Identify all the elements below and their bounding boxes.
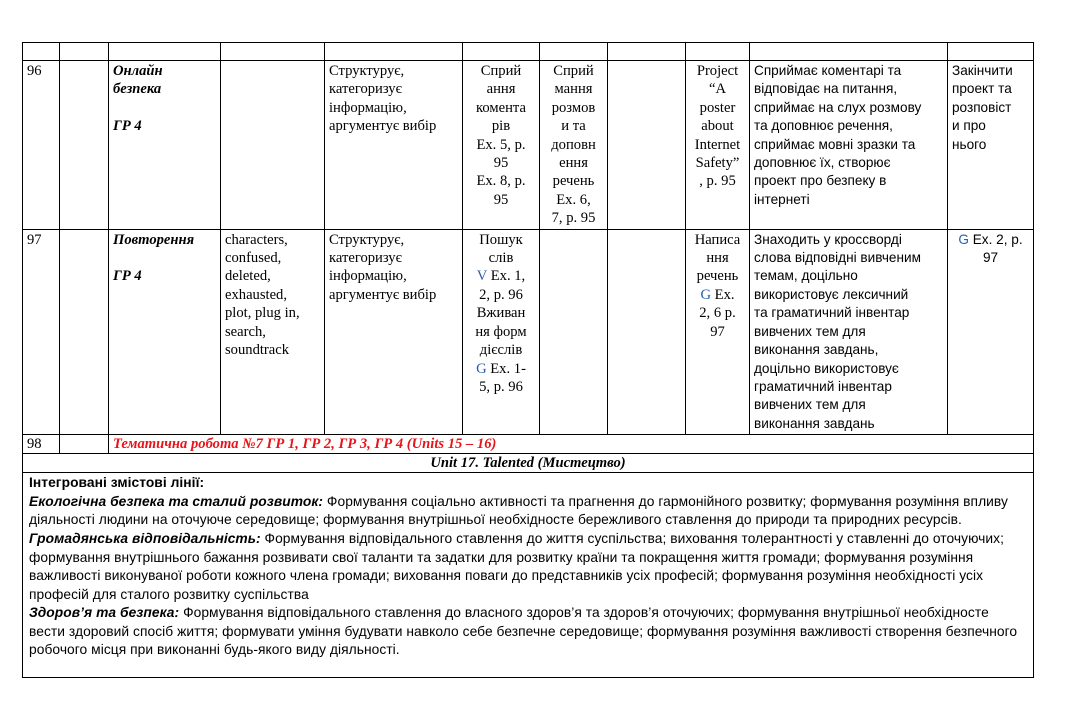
- integrated-line: Здоров’я та безпека: Формування відповідального ставлення до власного здоров’я та здоров’я оточуючих; формування внутрішньої необхідносте вести здоровий спосіб життя; формувати уміння будувати навколо себе безпечне середовище; формування розуміння важливості створення безпечного робочого місця при виконанні будь-якого виду діяльності.: [29, 605, 1018, 658]
- outcomes-cell: Сприймає коментарі та відповідає на питання, сприймає на слух розмову та доповнює речення, сприймає мовні зразки та доповнює їх, створює проект про безпеку в інтернеті: [750, 61, 948, 230]
- listening-cell: Пошук слів V Ex. 1, 2, p. 96 Вживан ня форм дієслів G Ex. 1- 5, p. 96: [463, 229, 540, 434]
- vocabulary-cell: [221, 61, 325, 230]
- thematic-test-title: Тематична робота №7 ГР 1, ГР 2, ГР 3, ГР 4 (Units 15 – 16): [109, 435, 1034, 454]
- grammar-marker: G: [476, 360, 487, 377]
- vocabulary-cell: characters, confused, deleted, exhausted, plot, plug in, search, soundtrack: [221, 229, 325, 434]
- lesson-number: 97: [23, 229, 60, 434]
- homework-cell: Закінчити проект та розповіст и про нього: [948, 61, 1034, 230]
- reading-cell: Структурує, категоризує інформацію, аргументує вибір: [325, 61, 463, 230]
- lesson-plan-table: [22, 42, 1034, 678]
- writing-cell: Написа ння речень G Ex. 2, 6 p. 97: [686, 229, 750, 434]
- vocabulary-marker: V: [476, 268, 488, 285]
- integrated-lines: [23, 473, 1034, 678]
- integrated-lines-row: [23, 473, 1034, 678]
- lesson-topic: Повторення ГР 4: [109, 229, 221, 434]
- lesson-number: 96: [23, 61, 60, 230]
- table-row: [23, 435, 1034, 454]
- header-row: [23, 43, 1034, 61]
- grammar-marker: G: [958, 231, 969, 247]
- lesson-number: 98: [23, 435, 60, 454]
- integrated-line: Екологічна безпека та сталий розвиток: Формування соціально активності та прагнення до гармонійного розвитку; формування розуміння впливу діяльності людини на оточуюче середовище; формування внутрішньої необхідносте бережливого ставлення до природи та природних ресурсів.: [29, 493, 1008, 528]
- table-row: [23, 61, 1034, 230]
- unit-row: [23, 454, 1034, 473]
- lesson-topic: Онлайн безпека ГР 4: [109, 61, 221, 230]
- listening-cell: Сприй ання комента рів Ex. 5, p. 95 Ex. 8, p. 95: [463, 61, 540, 230]
- unit-title: Unit 17. Talented (Мистецтво): [23, 454, 1034, 473]
- outcomes-cell: Знаходить у кроссворді слова відповідні вивченим темам, доцільно використовує лексичний та граматичний інвентар вивчених тем для виконання завдань, доцільно використовує граматичний інвентар вивчених тем для виконання завдань: [750, 229, 948, 434]
- homework-cell: G Ex. 2, p. 97: [948, 229, 1034, 434]
- grammar-marker: G: [700, 286, 712, 303]
- table-row: [23, 229, 1034, 434]
- reading-cell: Структурує, категоризує інформацію, аргументує вибір: [325, 229, 463, 434]
- writing-cell: Project “A poster about Internet Safety” , p. 95: [686, 61, 750, 230]
- interaction-cell: Сприй мання розмов и та доповн ення речень Ex. 6, 7, p. 95: [540, 61, 608, 230]
- integrated-heading: Інтегровані змістові лінії:: [29, 475, 205, 491]
- integrated-line: Громадянська відповідальність: Формування відповідального ставлення до життя суспільства; виховання толерантності у ставленні до оточуючих; формування внутрішнього бажання розвивати свої таланти та задатки для розвитку країни та покращення життя громади; формування розуміння важливості виконуваної роботи кожного члена громади; виховання поваги до представників усіх професій; формування розуміння необхідності усіх професій для сталого розвитку суспільства: [29, 530, 1005, 602]
